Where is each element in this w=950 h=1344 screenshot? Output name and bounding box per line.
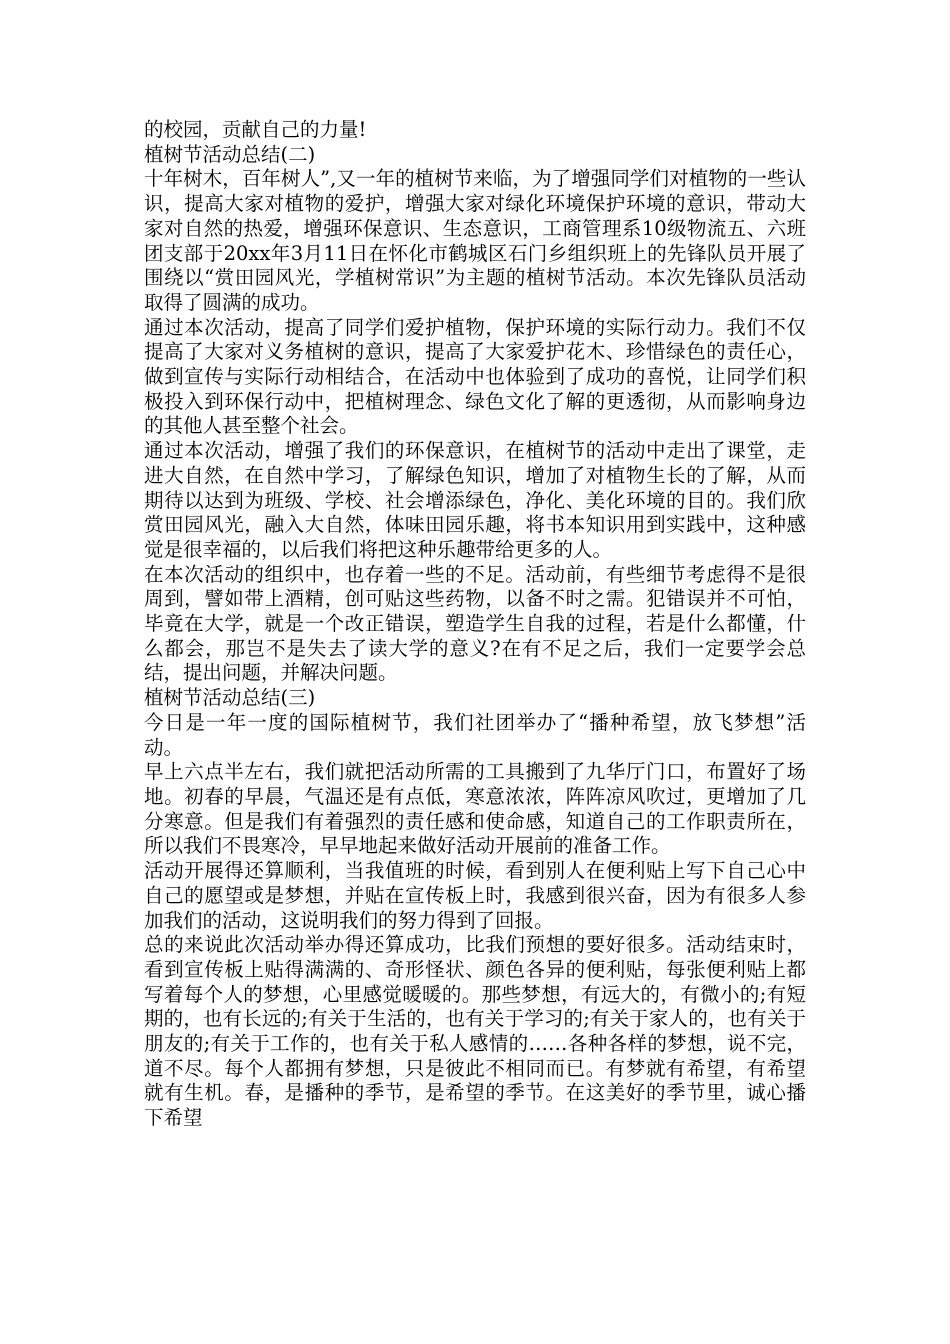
- section-heading-3: 植树节活动总结(三): [144, 686, 316, 710]
- paragraph: 今日是一年一度的国际植树节，我们社团举办了“播种希望，放飞梦想”活动。: [144, 710, 806, 759]
- paragraph: 早上六点半左右，我们就把活动所需的工具搬到了九华厅门口，布置好了场地。初春的早晨，气温还是有点低，寒意浓浓，阵阵凉风吹过，更增加了几分寒意。但是我们有着强烈的责任感和使命感，知道自己的工作职责所在，所以我们不畏寒冷，早早地起来做好活动开展前的准备工作。: [144, 760, 806, 858]
- section-heading-2: 植树节活动总结(二): [144, 142, 316, 166]
- paragraph: 总的来说此次活动举办得还算成功，比我们预想的要好很多。活动结束时，看到宣传板上贴得满满的、奇形怪状、颜色各异的便利贴，每张便利贴上都写着每个人的梦想，心里感觉暖暖的。那些梦想，有远大的，有微小的;有短期的，也有长远的;有关于生活的，也有关于学习的;有关于家人的，也有关于朋友的;有关于工作的，也有关于私人感情的……各种各样的梦想，说不完，道不尽。每个人都拥有梦想，只是彼此不相同而已。有梦就有希望，有希望就有生机。春，是播种的季节，是希望的季节。在这美好的季节里，诚心播下希望: [144, 933, 806, 1130]
- document-page: [144, 118, 806, 1131]
- paragraph: 通过本次活动，提高了同学们爱护植物，保护环境的实际行动力。我们不仅提高了大家对义务植树的意识，提高了大家爱护花木、珍惜绿色的责任心，做到宣传与实际行动相结合，在活动中也体验到了成功的喜悦，让同学们积极投入到环保行动中，把植树理念、绿色文化了解的更透彻，从而影响身边的其他人甚至整个社会。: [144, 315, 806, 438]
- paragraph-intro-ending: 的校园，贡献自己的力量!: [144, 118, 367, 141]
- paragraph: 十年树木，百年树人”,又一年的植树节来临，为了增强同学们对植物的一些认识，提高大家对植物的爱护，增强大家对绿化环境保护环境的意识，带动大家对自然的热爱，增强环保意识、生态意识，工商管理系10级物流五、六班团支部于20xx年3月11日在怀化市鹤城区石门乡组织班上的先锋队员开展了围绕以“赏田园风光，学植树常识”为主题的植树节活动。本次先锋队员活动取得了圆满的成功。: [144, 167, 806, 314]
- paragraph: 在本次活动的组织中，也存着一些的不足。活动前，有些细节考虑得不是很周到，譬如带上酒精，创可贴这些药物，以备不时之需。犯错误并不可怕，毕竟在大学，就是一个改正错误，塑造学生自我的过程，若是什么都懂，什么都会，那岂不是失去了读大学的意义?在有不足之后，我们一定要学会总结，提出问题，并解决问题。: [144, 562, 806, 685]
- paragraph: 通过本次活动，增强了我们的环保意识，在植树节的活动中走出了课堂，走进大自然，在自然中学习，了解绿色知识，增加了对植物生长的了解，从而期待以达到为班级、学校、社会增添绿色，净化、美化环境的目的。我们欣赏田园风光，融入大自然，体味田园乐趣，将书本知识用到实践中，这种感觉是很幸福的，以后我们将把这种乐趣带给更多的人。: [144, 439, 806, 561]
- paragraph: 活动开展得还算顺利，当我值班的时候，看到别人在便利贴上写下自己心中自己的愿望或是梦想，并贴在宣传板上时，我感到很兴奋，因为有很多人参加我们的活动，这说明我们的努力得到了回报。: [144, 859, 806, 932]
